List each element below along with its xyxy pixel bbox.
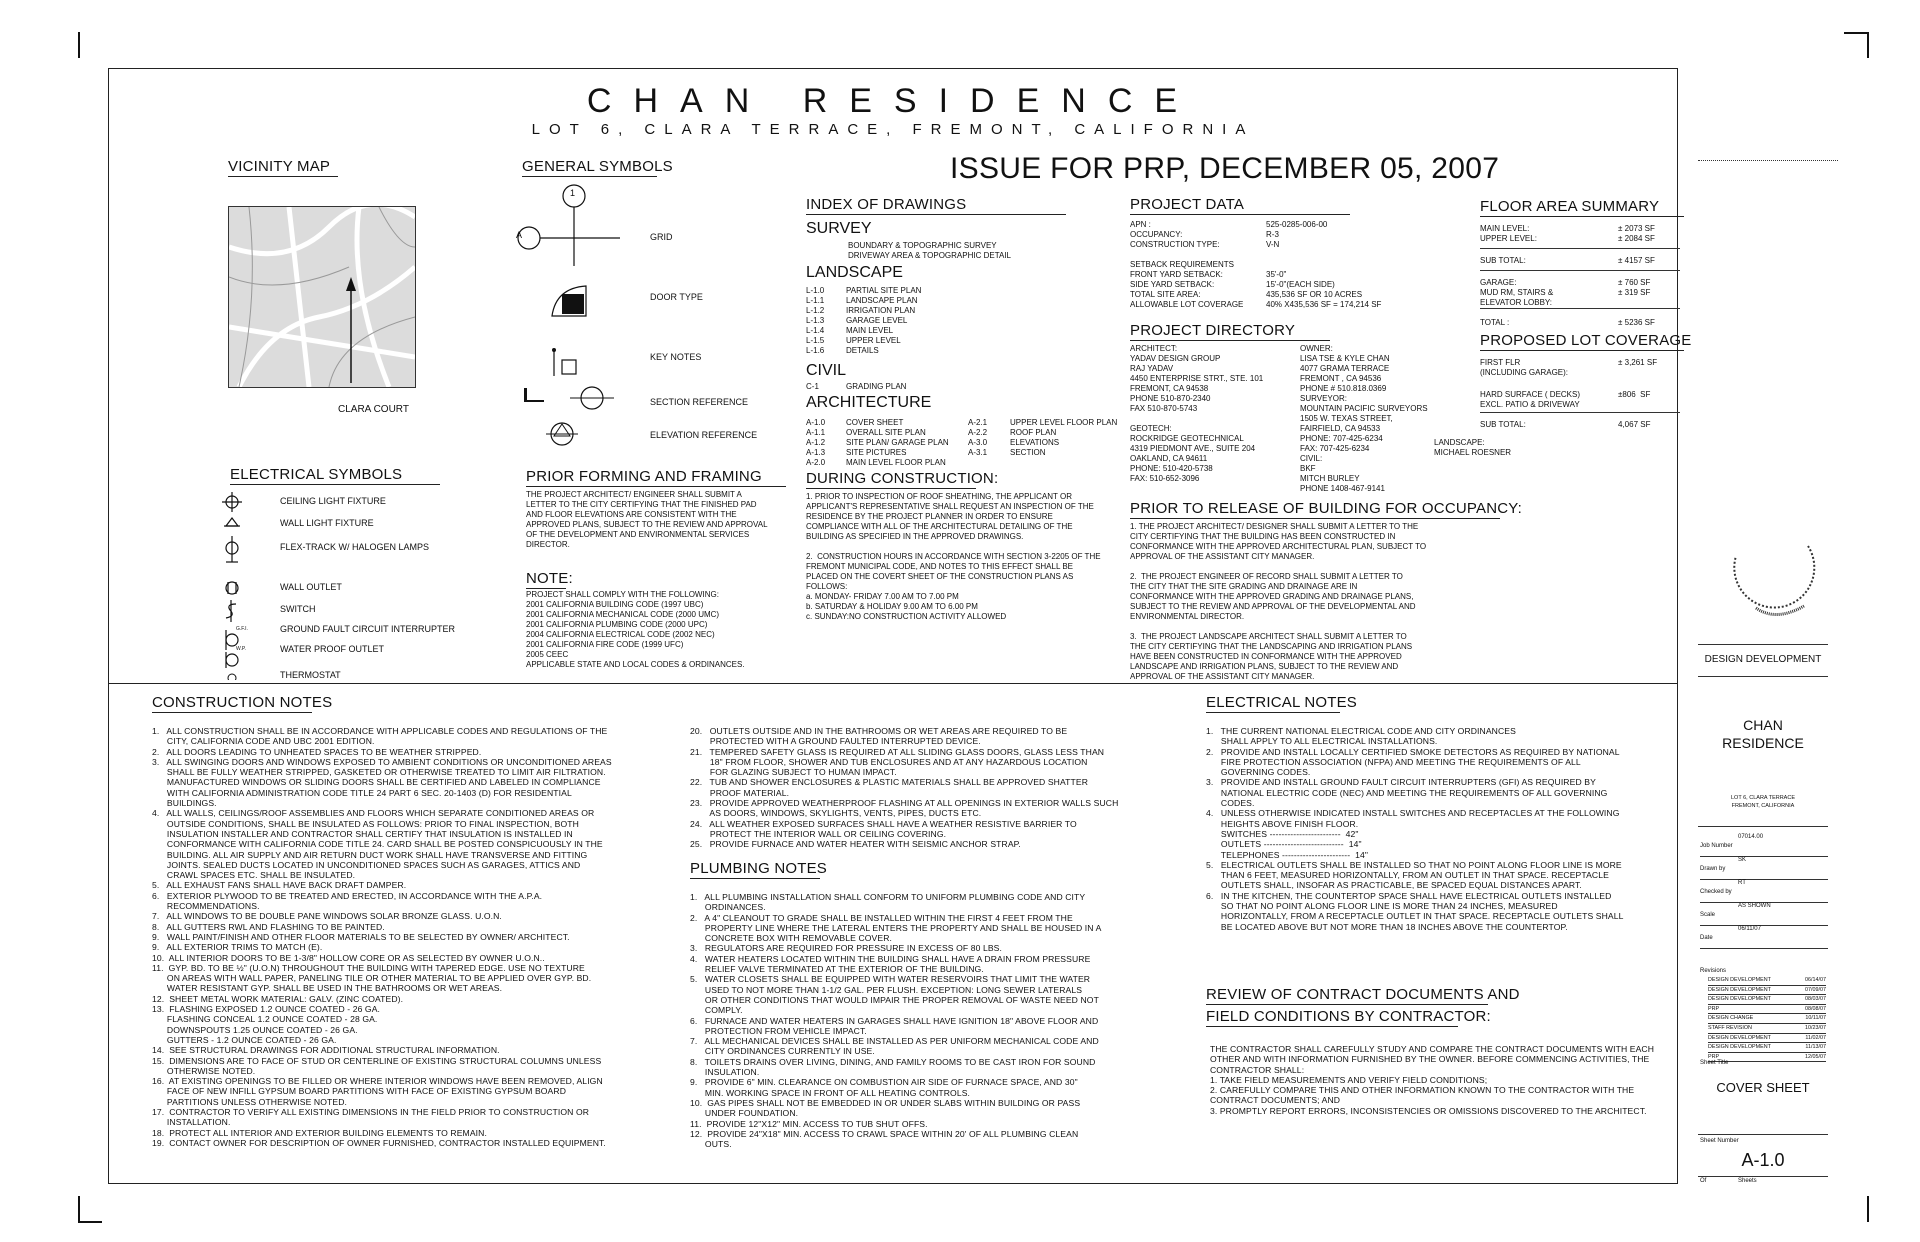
- prior-forming-text: THE PROJECT ARCHITECT/ ENGINEER SHALL SUBMIT A LETTER TO THE CITY CERTIFYING THAT THE FINISHED PAD AND FLOOR ELEVATIONS ARE CONSISTENT WITH THE APPROVED PLANS, SUBJECT TO THE REVIEW AND APPROVAL OF THE DEVELOPMENT AND ENVIRONMENTAL SERVICES DIRECTOR.: [526, 490, 768, 549]
- architect-seal: [1716, 536, 1826, 626]
- floor-area-k2: SUB TOTAL:: [1480, 256, 1526, 265]
- index-arch-codes-2: A-2.1 A-2.2 A-3.0 A-3.1: [968, 418, 988, 457]
- tb-revision-name: DESIGN DEVELOPMENT: [1708, 1044, 1771, 1051]
- floor-area-v3: ± 760 SF: [1618, 278, 1651, 287]
- project-data-heading: PROJECT DATA: [1130, 196, 1350, 215]
- symbol-elevation-reference: ELEVATION REFERENCE: [650, 430, 758, 440]
- vicinity-heading: VICINITY MAP: [228, 158, 338, 177]
- note-text: PROJECT SHALL COMPLY WITH THE FOLLOWING: 2001 CALIFORNIA BUILDING CODE (1997 UBC) 2001 CALIFORNIA MECHANICAL CODE (2000 UMC) 2001 CALIFORNIA PLUMBING CODE (2000 UPC) 2004 CALIFORNIA ELECTRICAL CODE (2002 NEC) 2001 CALIFORNIA FIRE CODE (1999 UFC) 2005 CEEC APPLICABLE STATE AND LOCAL CODES & ORDINANCES.: [526, 590, 745, 669]
- tb-revision-row: [1708, 1005, 1826, 1015]
- floor-area-v4: ± 319 SF: [1618, 288, 1651, 297]
- tb-field-key: Scale: [1700, 912, 1716, 918]
- floor-area-heading: FLOOR AREA SUMMARY: [1480, 198, 1684, 217]
- tb-revision-row: [1708, 986, 1826, 996]
- tb-top-rule: [1698, 160, 1838, 161]
- directory-heading: PROJECT DIRECTORY: [1130, 322, 1330, 341]
- tb-phase: DESIGN DEVELOPMENT: [1704, 654, 1822, 665]
- elec-flex-track: FLEX-TRACK W/ HALOGEN LAMPS: [280, 542, 430, 552]
- tb-sheet-number-label: Sheet Number: [1700, 1138, 1739, 1144]
- tb-revision-date: 08/08/07: [1805, 1005, 1826, 1012]
- during-text: 1. PRIOR TO INSPECTION OF ROOF SHEATHING, THE APPLICANT OR APPLICANT'S REPRESENTATIVE SHALL REQUEST AN INSPECTION OF THE RESIDENCE BY THE PROJECT PLANNER IN ORDER TO ENSURE COMPLIANCE WITH ALL OF THE ARCHITECTURAL DETAILING OF THE BUILDING AS SPECIFIED IN THE APPROVED DRAWINGS. 2. CONSTRUCTION HOURS IN ACCORDANCE WITH SECTION 3-2205 OF THE FREMONT MUNICIPAL CODE, AND NOTES TO THIS EFFECT SHALL BE PLACED ON THE COVERT SHEET OF THE CONSTRUCTION PLANS AS FOLLOWS: a. MONDAY- FRIDAY 7.00 AM TO 7.00 PM b. SATURDAY & HOLIDAY 9.00 AM TO 6.00 PM c. SUNDAY:NO CONSTRUCTION ACTIVITY ALLOWED: [806, 492, 1101, 621]
- project-data-values: 525-0285-006-00 R-3 V-N 35'-0" 15'-0"(EACH SIDE) 435,536 SF OR 10 ACRES 40% X435,536 SF = 174,214 SF: [1266, 220, 1382, 309]
- floor-area-k5: TOTAL :: [1480, 318, 1510, 327]
- grid-label-a: A: [516, 230, 523, 240]
- tb-of-label: Of: [1700, 1178, 1707, 1184]
- tb-revision-date: 07/09/07: [1805, 986, 1826, 993]
- elec-tag-gfi: G.F.I.: [236, 626, 248, 632]
- index-arch-codes: A-1.0 A-1.1 A-1.2 A-1.3 A-2.0: [806, 418, 826, 467]
- floor-area-v2: ± 4157 SF: [1618, 256, 1655, 265]
- tb-revision-name: DESIGN CHANGE: [1708, 1015, 1754, 1022]
- tb-field-key: Job Number: [1700, 843, 1733, 849]
- tb-revision-row: [1708, 1043, 1826, 1053]
- tb-revision-row: [1708, 1034, 1826, 1044]
- electrical-notes-text: 1. THE CURRENT NATIONAL ELECTRICAL CODE AND CITY ORDINANCES SHALL APPLY TO ALL ELECTRICAL INSTALLATIONS. 2. PROVIDE AND INSTALL LOCALLY CERTIFIED SMOKE DETECTORS AS REQUIRED BY NATIONAL FIRE PROTECTION ASSOCIATION (NFPA) AND MEETING THE REQUIREMENTS OF ALL GOVERNING CODES. 3. PROVIDE AND INSTALL GROUND FAULT CIRCUIT INTERRUPTERS (GFI) AS REQUIRED BY NATIONAL ELECTRIC CODE (NEC) AND MEETING THE REQUIREMENTS OF ALL GOVERNING CODES. 4. UNLESS OTHERWISE INDICATED INSTALL SWITCHES AND RECEPTACLES AT THE FOLLOWING HEIGHTS ABOVE FINISH FLOOR. SWITCHES ------------------------ 42" OUTLETS --------------------------- 14" TELEPHONES ----------------------- 14" 5. ELECTRICAL OUTLETS SHALL BE INSTALLED SO THAT NO POINT ALONG FLOOR LINE IS MORE THAN 6 FEET, MEASURED HORIZONTALLY, FROM AN OUTLET IN THAT SPACE. RECEPTACLE OUTLETS SHALL, INSOFAR AS PRACTICABLE, BE SPACED EQUAL DISTANCES APART. 6. IN THE KITCHEN, THE COUNTERTOP SPACE SHALL HAVE ELECTRICAL OUTLETS INSTALLED SO THAT NO POINT ALONG FLOOR LINE IS MORE THAN 24 INCHES, MEASURED HORIZONTALLY, FROM A RECEPTACLE OUTLET IN THAT SPACE. RECEPTACLE OUTLETS SHALL BE LOCATED ABOVE BUT NOT MORE THAN 18 INCHES ABOVE THE COUNTERTOP.: [1206, 726, 1624, 932]
- crop-mark-tl: [78, 32, 80, 58]
- plumbing-notes-heading: PLUMBING NOTES: [690, 860, 827, 877]
- tb-revision-name: DESIGN DEVELOPMENT: [1708, 977, 1771, 983]
- floor-area-rule-2: [1480, 270, 1680, 271]
- tb-revision-row: [1708, 976, 1826, 986]
- review-text: THE CONTRACTOR SHALL CAREFULLY STUDY AND COMPARE THE CONTRACT DOCUMENTS WITH EACH OTHER AND WITH INFORMATION FURNISHED BY THE OWNER. BEFORE COMMENCING ACTIVITIES, THE CONTRACTOR SHALL: 1. TAKE FIELD MEASUREMENTS AND VERIFY FIELD CONDITIONS; 2. CAREFULLY COMPARE THIS AND OTHER INFORMATION KNOWN TO THE CONTRACTOR WITH THE CONTRACT DOCUMENTS; AND 3. PROMPTLY REPORT ERRORS, INCONSISTENCIES OR OMISSIONS DISCOVERED TO THE ARCHITECT.: [1210, 1044, 1655, 1116]
- index-landscape-names: PARTIAL SITE PLAN LANDSCAPE PLAN IRRIGATION PLAN GARAGE LEVEL MAIN LEVEL UPPER LEVEL DETAILS: [846, 286, 922, 355]
- index-landscape-codes: L-1.0 L-1.1 L-1.2 L-1.3 L-1.4 L-1.5 L-1.6: [806, 286, 825, 355]
- tb-field-key: Drawn by: [1700, 866, 1726, 872]
- occupancy-text: 1. THE PROJECT ARCHITECT/ DESIGNER SHALL SUBMIT A LETTER TO THE CITY CERTIFYING THAT THE BUILDING HAS BEEN CONSTRUCTED IN CONFORMANCE WITH THE APPROVED ARCHITECTURAL PLAN, SUBJECT TO APPROVAL OF THE ASSISTANT CITY MANAGER. 2. THE PROJECT ENGINEER OF RECORD SHALL SUBMIT A LETTER TO THE CITY THAT THE SITE GRADING AND DRAINAGE ARE IN CONFORMANCE WITH THE APPROVED GRADING AND DRAINAGE PLANS, SUBJECT TO THE REVIEW AND APPROVAL OF THE DEVELOPMENTAL AND ENVIRONMENTAL DIRECTOR. 3. THE PROJECT LANDSCAPE ARCHITECT SHALL SUBMIT A LETTER TO THE CITY CERTIFYING THAT THE LANDSCAPING AND IRRIGATION PLANS HAVE BEEN CONSTRUCTED IN CONFORMANCE WITH THE APPROVED LANDSCAPE AND IRRIGATION PLANS, SUBJECT TO THE REVIEW AND APPROVAL OF THE ASSISTANT CITY MANAGER.: [1130, 522, 1427, 681]
- elec-thermostat: THERMOSTAT: [280, 670, 341, 680]
- floor-area-v0: ± 2073 SF: [1618, 224, 1655, 233]
- during-heading: DURING CONSTRUCTION:: [806, 470, 999, 487]
- tb-revision-row: [1708, 995, 1826, 1005]
- elec-ceiling-light: CEILING LIGHT FIXTURE: [280, 496, 386, 506]
- directory-col2: OWNER: LISA TSE & KYLE CHAN 4077 GRAMA TERRACE FREMONT , CA 94536 PHONE # 510.818.0369 SURVEYOR: MOUNTAIN PACIFIC SURVEYORS 1505 W. TEXAS STREET, FAIRFIELD, CA 94533 PHONE: 707-425-6234 FAX: 707-425-6234 CIVIL: BKF MITCH BURLEY PHONE 1408-467-9141: [1300, 344, 1428, 493]
- tb-field-value: 07014.00: [1738, 834, 1764, 840]
- tb-revisions: [1708, 976, 1826, 1062]
- tb-revision-date: 11/02/07: [1805, 1034, 1826, 1041]
- tb-rule-4: [1698, 1134, 1828, 1135]
- tb-sheets-label: Sheets: [1738, 1178, 1757, 1184]
- index-survey-heading: SURVEY: [806, 220, 872, 237]
- symbol-section-reference: SECTION REFERENCE: [650, 397, 749, 407]
- tb-field-key: Date: [1700, 935, 1713, 941]
- tb-revisions-label: Revisions: [1700, 968, 1727, 974]
- tb-revision-row: [1708, 1024, 1826, 1034]
- tb-rule-5: [1698, 1176, 1828, 1177]
- lot-coverage-k0: FIRST FLR (INCLUDING GARAGE):: [1480, 358, 1569, 377]
- note-heading: NOTE:: [526, 570, 573, 587]
- crop-mark-bl-h: [78, 1221, 102, 1223]
- tb-field-row: [1700, 880, 1828, 903]
- electrical-notes-heading: ELECTRICAL NOTES: [1206, 694, 1358, 711]
- tb-project: CHAN RESIDENCE: [1722, 717, 1804, 751]
- lot-coverage-v2: 4,067 SF: [1618, 420, 1651, 429]
- floor-area-k1: UPPER LEVEL:: [1480, 234, 1537, 243]
- tb-sheet-title-label: Sheet Title: [1700, 1060, 1729, 1066]
- symbol-key-notes: KEY NOTES: [650, 352, 702, 362]
- crop-mark-tr-v: [1867, 32, 1869, 58]
- tb-revision-name: PRP: [1708, 1005, 1720, 1012]
- electrical-symbols-graphic: [222, 490, 272, 680]
- elec-gfi: GROUND FAULT CIRCUIT INTERRUPTER: [280, 624, 456, 634]
- plumbing-notes-text: 1. ALL PLUMBING INSTALLATION SHALL CONFORM TO UNIFORM PLUMBING CODE AND CITY ORDINANCES. 2. A 4" CLEANOUT TO GRADE SHALL BE INSTALLED WITHIN THE FIRST 4 FEET FROM THE PROPERTY LINE WHERE THE LATERAL ENTERS THE PROPERTY AND SHALL BE HOUSED IN A CONCRETE BOX WITH REMOVABLE COVER. 3. REGULATORS ARE REQUIRED FOR PRESSURE IN EXCESS OF 80 LBS. 4. WATER HEATERS LOCATED WITHIN THE BUILDING SHALL HAVE A DRAIN FROM PRESSURE RELIEF VALVE TERMINATED AT THE EXTERIOR OF THE BUILDING. 5. WATER CLOSETS SHALL BE EQUIPPED WITH WATER RESERVOIRS THAT LIMIT THE WATER USED TO NOT MORE THAN 1-1/2 GAL. PER FLUSH. EXCEPTION: LONG SEWER LATERALS OR OTHER CONDITIONS THAT WOULD IMPAIR THE PROPER REMOVAL OF WASTE NEED NOT COMPLY. 6. FURNACE AND WATER HEATERS IN GARAGES SHALL HAVE IGNITION 18" ABOVE FLOOR AND PROTECTION FROM VEHICLE IMPACT. 7. ALL MECHANICAL DEVICES SHALL BE INSTALLED AS PER UNIFORM MECHANICAL CODE AND CITY ORDINANCES CURRENTLY IN USE. 8. TOILETS DRAINS OVER LIVING, DINING, AND FAMILY ROOMS TO BE CAST IRON FOR SOUND INSULATION. 9. PROVIDE 6" MIN. CLEARANCE ON COMBUSTION AIR SIDE OF FURNACE SPACE, AND 30" MIN. WORKING SPACE IN FRONT OF ALL HEATING CONTROLS. 10. GAS PIPES SHALL NOT BE EMBEDDED IN OR UNDER SLABS WITHIN BUILDING OR PASS UNDER FOUNDATION. 11. PROVIDE 12"X12" MIN. ACCESS TO TUB SHUT OFFS. 12. PROVIDE 24"X18" MIN. ACCESS TO CRAWL SPACE WITHIN 20' OF ALL PLUMBING CLEAN OUTS.: [690, 892, 1102, 1150]
- index-civil-codes: C-1: [806, 382, 819, 391]
- tb-revision-date: 11/13/07: [1805, 1044, 1826, 1051]
- tb-revision-date: 08/03/07: [1805, 996, 1826, 1003]
- floor-area-k0: MAIN LEVEL:: [1480, 224, 1530, 233]
- tb-revision-date: 06/14/07: [1805, 977, 1826, 983]
- tb-field-value: 06/11/07: [1738, 926, 1761, 932]
- tb-revision-date: 10/23/07: [1805, 1024, 1826, 1031]
- prior-forming-heading: PRIOR FORMING AND FRAMING: [526, 468, 786, 487]
- project-title: CHAN RESIDENCE: [586, 82, 1200, 120]
- elec-wall-light: WALL LIGHT FIXTURE: [280, 518, 374, 528]
- tb-project-address: LOT 6, CLARA TERRACE FREMONT, CALIFORNIA: [1731, 795, 1795, 809]
- elec-switch: SWITCH: [280, 604, 316, 614]
- lot-coverage-v1: ±806 SF: [1618, 390, 1651, 399]
- tb-field-value: RT: [1738, 880, 1746, 886]
- review-heading-2: FIELD CONDITIONS BY CONTRACTOR:: [1206, 1008, 1491, 1025]
- tb-sheet-title: COVER SHEET: [1716, 1080, 1810, 1095]
- index-arch-names-2: UPPER LEVEL FLOOR PLAN ROOF PLAN ELEVATIONS SECTION: [1010, 418, 1118, 457]
- symbol-grid: GRID: [650, 232, 673, 242]
- elec-wall-outlet: WALL OUTLET: [280, 582, 342, 592]
- elec-tag-wp: W.P.: [236, 646, 246, 652]
- floor-area-v1: ± 2084 SF: [1618, 234, 1655, 243]
- general-symbols-heading: GENERAL SYMBOLS: [522, 158, 673, 175]
- vicinity-label: CLARA COURT: [338, 404, 409, 415]
- symbol-door-type: DOOR TYPE: [650, 292, 703, 302]
- vicinity-map: [228, 206, 416, 388]
- tb-field-value: AS SHOWN: [1738, 903, 1771, 909]
- index-civil-names: GRADING PLAN: [846, 382, 907, 391]
- vicinity-map-drawing: [229, 207, 415, 387]
- tb-revision-date: 12/05/07: [1805, 1053, 1826, 1060]
- tb-rule-1: [1698, 644, 1828, 645]
- tb-field-row: [1700, 834, 1828, 857]
- index-arch-names: COVER SHEET OVERALL SITE PLAN SITE PLAN/ GARAGE PLAN SITE PICTURES MAIN LEVEL FLOOR PLAN: [846, 418, 949, 467]
- project-data-keys: APN : OCCUPANCY: CONSTRUCTION TYPE: SETBACK REQUIREMENTS FRONT YARD SETBACK: SIDE YARD SETBACK: TOTAL SITE AREA: ALLOWABLE LOT COVERAGE: [1130, 220, 1244, 309]
- floor-area-rule-3: [1480, 308, 1680, 309]
- tb-field-row: [1700, 857, 1828, 880]
- electrical-symbols-heading: ELECTRICAL SYMBOLS: [230, 466, 440, 485]
- lot-coverage-rule: [1480, 412, 1680, 413]
- crop-mark-bl-v: [78, 1196, 80, 1222]
- construction-notes-heading: CONSTRUCTION NOTES: [152, 694, 333, 711]
- directory-col1: ARCHITECT: YADAV DESIGN GROUP RAJ YADAV 4450 ENTERPRISE STRT., STE. 101 FREMONT, CA 94538 PHONE 510-870-2340 FAX 510-870-5743 GEOTECH: ROCKRIDGE GEOTECHNICAL 4319 PIEDMONT AVE., SUITE 204 OAKLAND, CA 94611 PHONE: 510-420-5738 FAX: 510-652-3096: [1130, 344, 1264, 483]
- tb-sheet-number: A-1.0: [1741, 1150, 1785, 1170]
- construction-notes-col2: 20. OUTLETS OUTSIDE AND IN THE BATHROOMS OR WET AREAS ARE REQUIRED TO BE PROTECTED WITH A GROUND FAULTED INTERRUPTED DEVICE. 21. TEMPERED SAFETY GLASS IS REQUIRED AT ALL SLIDING GLASS DOORS, GLASS LESS THAN 18" FROM FLOOR, SHOWER AND TUB ENCLOSURES AND AT ANY HAZARDOUS LOCATION FOR GLAZING SUBJECT TO HUMAN IMPACT. 22. TUB AND SHOWER ENCLOSURES & PLASTIC MATERIALS SHALL BE APPROVED SHATTER PROOF MATERIAL. 23. PROVIDE APPROVED WEATHERPROOF FLASHING AT ALL OPENINGS IN EXTERIOR WALLS SUCH AS DOORS, WINDOWS, SKYLIGHTS, VENTS, PIPES, DUCTS ETC. 24. ALL WEATHER EXPOSED SURFACES SHALL HAVE A WEATHER RESISTIVE BARRIER TO PROTECT THE INTERIOR WALL OR CEILING COVERING. 25. PROVIDE FURNACE AND WATER HEATER WITH SEISMIC ANCHOR STRAP.: [690, 726, 1119, 850]
- title-area: [108, 82, 1678, 138]
- index-architecture-heading: ARCHITECTURE: [806, 394, 932, 411]
- lot-coverage-k1: HARD SURFACE ( DECKS) EXCL. PATIO & DRIVEWAY: [1480, 390, 1581, 409]
- title-block: [1698, 150, 1828, 1184]
- tb-revision-date: 10/11/07: [1805, 1015, 1826, 1022]
- floor-area-k3: GARAGE:: [1480, 278, 1517, 287]
- elec-wp-outlet: WATER PROOF OUTLET: [280, 644, 385, 654]
- section-divider: [108, 683, 1678, 684]
- index-landscape-heading: LANDSCAPE: [806, 264, 903, 281]
- project-address: LOT 6, CLARA TERRACE, FREMONT, CALIFORNIA: [531, 121, 1255, 138]
- tb-field-key: Checked by: [1700, 889, 1732, 895]
- floor-area-rule-1: [1480, 248, 1680, 249]
- tb-revision-name: DESIGN DEVELOPMENT: [1708, 1034, 1771, 1041]
- review-heading-1: REVIEW OF CONTRACT DOCUMENTS AND: [1206, 986, 1520, 1003]
- tb-rule-2: [1698, 676, 1828, 677]
- directory-col3: LANDSCAPE: MICHAEL ROESNER: [1434, 438, 1512, 457]
- tb-revision-name: STAFF REVISION: [1708, 1024, 1752, 1031]
- tb-rule-3: [1698, 826, 1828, 827]
- tb-field-value: SK: [1738, 857, 1747, 863]
- grid-label-1: 1: [570, 188, 576, 198]
- lot-coverage-v0: ± 3,261 SF: [1618, 358, 1658, 367]
- tb-fields: [1700, 834, 1828, 949]
- floor-area-k4: MUD RM, STAIRS & ELEVATOR LOBBY:: [1480, 288, 1554, 307]
- floor-area-v5: ± 5236 SF: [1618, 318, 1655, 327]
- index-civil-heading: CIVIL: [806, 362, 847, 379]
- tb-field-row: [1700, 926, 1828, 949]
- construction-notes-col1: 1. ALL CONSTRUCTION SHALL BE IN ACCORDANCE WITH APPLICABLE CODES AND REGULATIONS OF THE CITY, CALIFORNIA CODE AND UBC 2001 EDITION. 2. ALL DOORS LEADING TO UNHEATED SPACES TO BE WEATHER STRIPPED. 3. ALL SWINGING DOORS AND WINDOWS EXPOSED TO AMBIENT CONDITIONS OR UNCONDITIONED AREAS SHALL BE FULLY WEATHER STRIPPED, GASKETED OR OTHERWISE TREATED TO LIMIT AIR FILTRATION. MANUFACTURED WINDOWS OR SLIDING DOORS SHALL BE CERTIFIED AND LABELED IN COMPLIANCE WITH CALIFORNIA ADMINISTRATION CODE TITLE 24 PART 6 SEC. 20-1403 (D) FOR RESIDENTIAL BUILDINGS. 4. ALL WALLS, CEILINGS/ROOF ASSEMBLIES AND FLOORS WHICH SEPARATE CONDITIONED AREAS OR OUTSIDE CONDITIONS, SHALL BE INSULATED AS FOLLOWS: PRIOR TO FINAL INSPECTION, BOTH INSULATION INSTALLER AND CONTRACTOR SHALL CERTIFY THAT INSULATION IS INSTALLED IN CONFORMANCE WITH CALIFORNIA CODE TITLE 24. CARD SHALL BE POSTED CONSPICUOUSLY IN THE BUILDING. ALL AIR SUPPLY AND AIR RETURN DUCT WORK SHALL HAVE TRANSVERSE AND FITTING JOINTS. SEALED DUCTS LOCATED IN UNCONDITIONED SPACES SUCH AS GARAGES, ATTICS AND CRAWL SPACES ETC. SHALL BE INSULATED. 5. ALL EXHAUST FANS SHALL HAVE BACK DRAFT DAMPER. 6. EXTERIOR PLYWOOD TO BE TREATED AND ERECTED, IN ACCORDANCE WITH THE A.P.A. RECOMMENDATIONS. 7. ALL WINDOWS TO BE DOUBLE PANE WINDOWS SOLAR BRONZE GLASS. U.O.N. 8. ALL GUTTERS RWL AND FLASHING TO BE PAINTED. 9. WALL PAINT/FINISH AND OTHER FLOOR MATERIALS TO BE SELECTED BY OWNER/ ARCHITECT. 9. ALL EXTERIOR TRIMS TO MATCH (E). 10. ALL INTERIOR DOORS TO BE 1-3/8" HOLLOW CORE OR AS SELECTED BY OWNER U.O.N.. 11. GYP. BD. TO BE ½" (U.O.N) THROUGHOUT THE BUILDING WITH TAPERED EDGE. USE NO TEXTURE ON AREAS WITH WALL PAPER, PANELING TILE OR OTHER MATERIAL TO BE APPLIED OVER GYP. BD. WATER RESISTANT GYP. SHALL BE USED IN THE BATHROOMS OR WET AREAS. 12. SHEET METAL WORK MATERIAL: GALV. (ZINC COATED). 13. FLASHING EXPOSED 1.2 OUNCE COATED - 26 GA. FLASHING CONCEAL 1.2 OUNCE COATED - 28 GA. DOWNSPOUTS 1.25 OUNCE COATED - 26 GA. GUTTERS - 1.2 OUNCE COATED - 26 GA. 14. SEE STRUCTURAL DRAWINGS FOR ADDITIONAL STRUCTURAL INFORMATION. 15. DIMENSIONS ARE TO FACE OF STUD OR CENTERLINE OF EXISTING STRUCTURAL COLUMNS UNLESS OTHERWISE NOTED. 16. AT EXISTING OPENINGS TO BE FILLED OR WHERE INTERIOR WINDOWS HAVE BEEN REMOVED, ALIGN FACE OF NEW INFILL GYPSUM BOARD PARTITIONS WITH FACE OF EXISTING GYPSUM BOARD PARTITIONS UNLESS OTHERWISE NOTED. 17. CONTRACTOR TO VERIFY ALL EXISTING DIMENSIONS IN THE FIELD PRIOR TO CONSTRUCTION OR INSTALLATION. 18. PROTECT ALL INTERIOR AND EXTERIOR BUILDING ELEMENTS TO REMAIN. 19. CONTACT OWNER FOR DESCRIPTION OF OWNER FURNISHED, CONTRACTOR INSTALLED EQUIPMENT.: [152, 726, 612, 1148]
- tb-revision-row: [1708, 1014, 1826, 1024]
- tb-revision-name: DESIGN DEVELOPMENT: [1708, 996, 1771, 1003]
- tb-revision-name: DESIGN DEVELOPMENT: [1708, 986, 1771, 993]
- lot-coverage-k2: SUB TOTAL:: [1480, 420, 1526, 429]
- index-survey-text: BOUNDARY & TOPOGRAPHIC SURVEY DRIVEWAY AREA & TOPOGRAPHIC DETAIL: [848, 241, 1012, 260]
- general-symbols-graphic: [510, 180, 640, 460]
- crop-mark-br: [1867, 1196, 1869, 1222]
- tb-field-row: [1700, 903, 1828, 926]
- index-heading: INDEX OF DRAWINGS: [806, 196, 1066, 215]
- crop-mark-tr-h: [1844, 32, 1868, 34]
- issue-banner: ISSUE FOR PRP, DECEMBER 05, 2007: [950, 152, 1500, 185]
- lot-coverage-heading: PROPOSED LOT COVERAGE: [1480, 332, 1692, 349]
- occupancy-heading: PRIOR TO RELEASE OF BUILDING FOR OCCUPANCY:: [1130, 500, 1523, 517]
- tb-revision-name: PRP: [1708, 1053, 1720, 1060]
